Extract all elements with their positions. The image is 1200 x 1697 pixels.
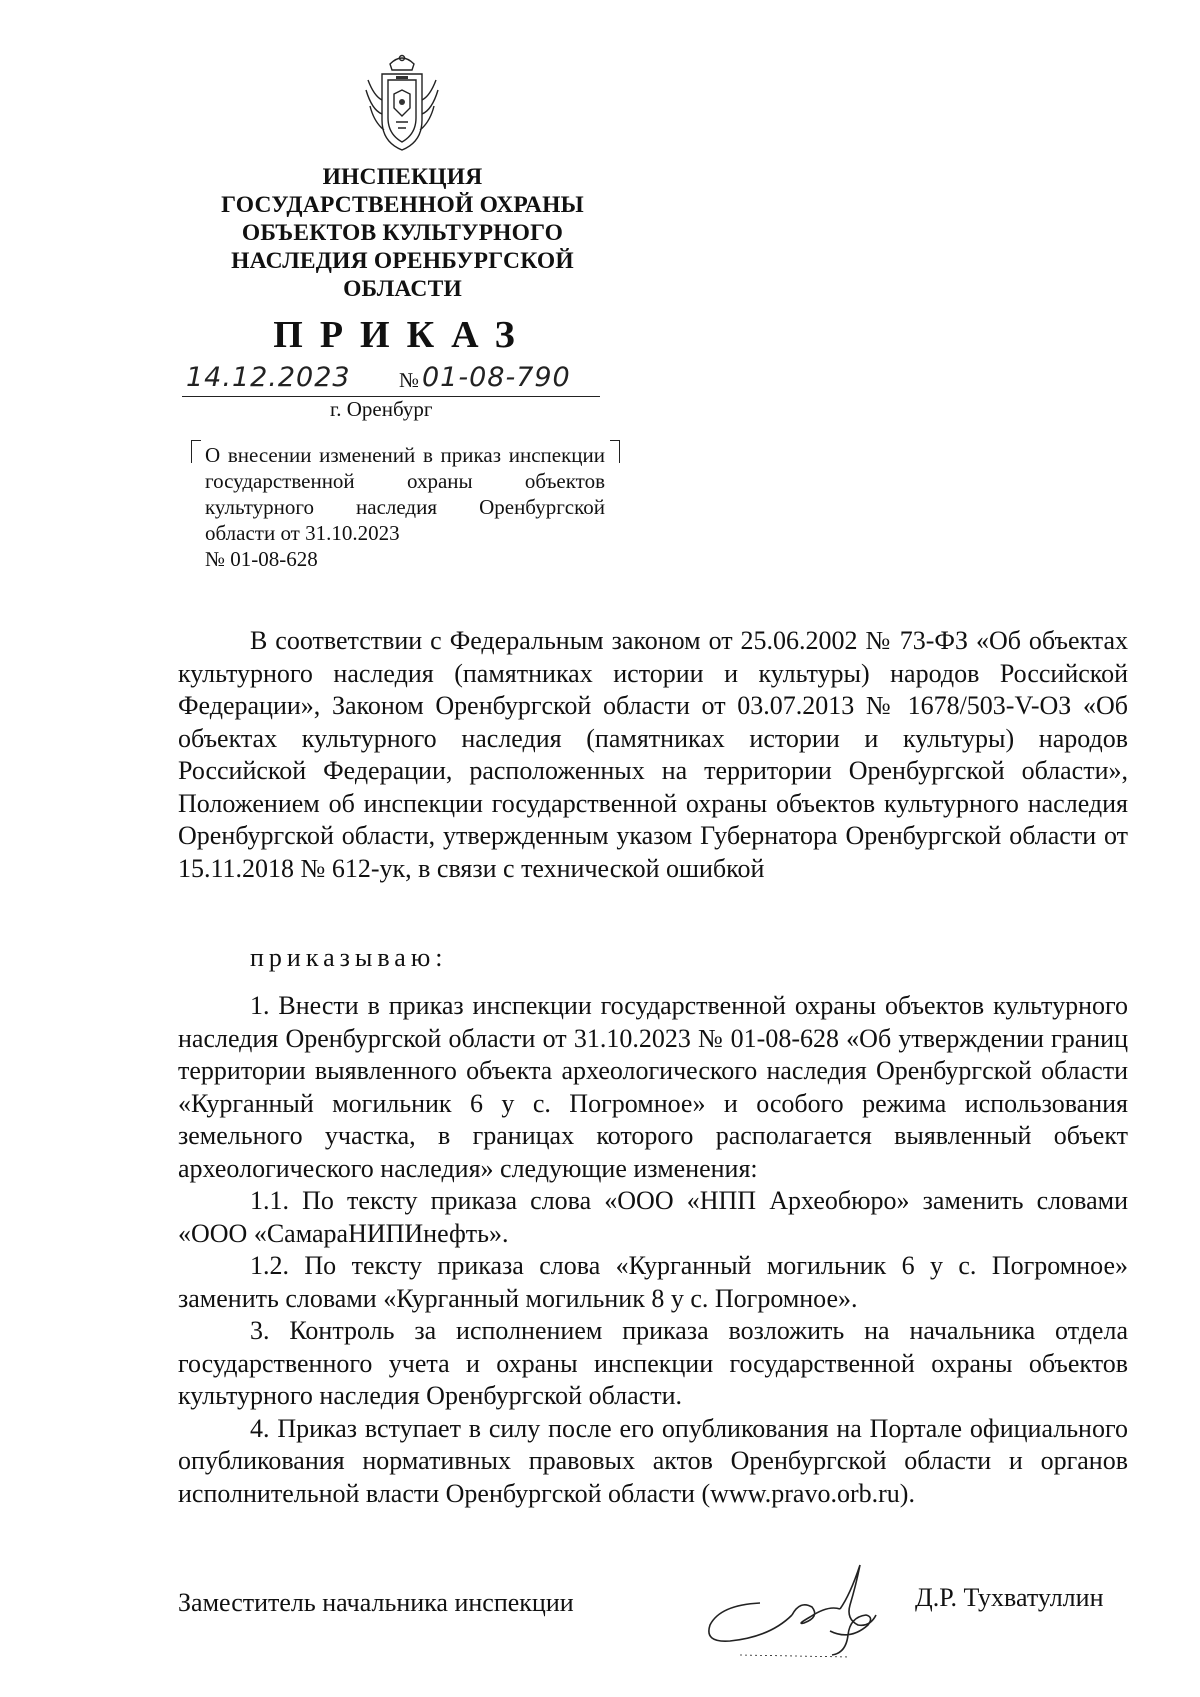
coat-of-arms-icon bbox=[360, 50, 444, 154]
order-word: приказываю: bbox=[250, 943, 448, 972]
city: г. Оренбург bbox=[330, 397, 433, 421]
subject-bracket-left bbox=[191, 440, 201, 463]
org-line: ОБЛАСТИ bbox=[343, 276, 462, 302]
order-title: ПРИКАЗ bbox=[273, 314, 532, 356]
order-subject bbox=[205, 442, 605, 572]
order-date: 14.12.2023 bbox=[186, 362, 351, 393]
order-items bbox=[178, 990, 1128, 1510]
order-date-number bbox=[182, 362, 600, 398]
org-line: ИНСПЕКЦИЯ bbox=[322, 164, 483, 190]
handwritten-signature-icon bbox=[700, 1545, 920, 1665]
order-item: 1. Внести в приказ инспекции государственной охраны объектов культурного наследия Оренбургской области от 31.10.2023 № 01-08-628 «Об утверждении границ территории выявленного объекта археологического наследия Оренбургской области «Курганный могильник 6 у с. Погромное» и особого режима использования земельного участка, в границах которого располагается выявленный объект археологического наследия» следующие изменения: bbox=[178, 991, 1128, 1183]
organization-name bbox=[180, 163, 625, 303]
order-item: 4. Приказ вступает в силу после его опубликования на Портале официального опубликования нормативных правовых актов Оренбургской области и органов исполнительной власти Оренбургской области (www.pravo.orb.ru). bbox=[178, 1413, 1128, 1508]
org-line: ГОСУДАРСТВЕННОЙ ОХРАНЫ bbox=[221, 192, 584, 218]
order-number: 01-08-790 bbox=[422, 362, 571, 393]
order-item: 1.1. По тексту приказа слова «ООО «НПП Археобюро» заменить словами «ООО «СамараНИПИнефть». bbox=[178, 1186, 1128, 1248]
number-sign: № bbox=[399, 368, 420, 392]
order-item: 1.2. По тексту приказа слова «Курганный могильник 6 у с. Погромное» заменить словами «Курганный могильник 8 у с. Погромное». bbox=[178, 1251, 1128, 1313]
paragraph: В соответствии с Федеральным законом от 25.06.2002 № 73-ФЗ «Об объектах культурного наследия (памятниках истории и культуры) народов Российской Федерации», Законом Оренбургской области от 03.07.2013 № 1678/503-V-ОЗ «Об объектах культурного наследия (памятниках истории и культуры) народов Российской Федерации, расположенных на территории Оренбургской области», Положением об инспекции государственной охраны объектов культурного наследия Оренбургской области, утвержденным указом Губернатора Оренбургской области от 15.11.2018 № 612-ук, в связи с технической ошибкой bbox=[178, 626, 1128, 883]
subject-bracket-right bbox=[610, 440, 620, 463]
org-line: НАСЛЕДИЯ ОРЕНБУРГСКОЙ bbox=[231, 248, 574, 274]
org-line: ОБЪЕКТОВ КУЛЬТУРНОГО bbox=[241, 220, 564, 246]
intro-paragraph bbox=[178, 625, 1128, 885]
subject-text: № 01-08-628 bbox=[205, 547, 318, 571]
order-item: 3. Контроль за исполнением приказа возложить на начальника отдела государственного учета и охраны инспекции государственной охраны объектов культурного наследия Оренбургской области. bbox=[178, 1316, 1128, 1410]
signer-name: Д.Р. Тухватуллин bbox=[915, 1583, 1104, 1612]
signer-role: Заместитель начальника инспекции bbox=[178, 1588, 574, 1617]
subject-text: О внесении изменений в приказ инспекции государственной охраны объектов культурного наследия Оренбургской области от 31.10.2023 bbox=[205, 443, 605, 545]
